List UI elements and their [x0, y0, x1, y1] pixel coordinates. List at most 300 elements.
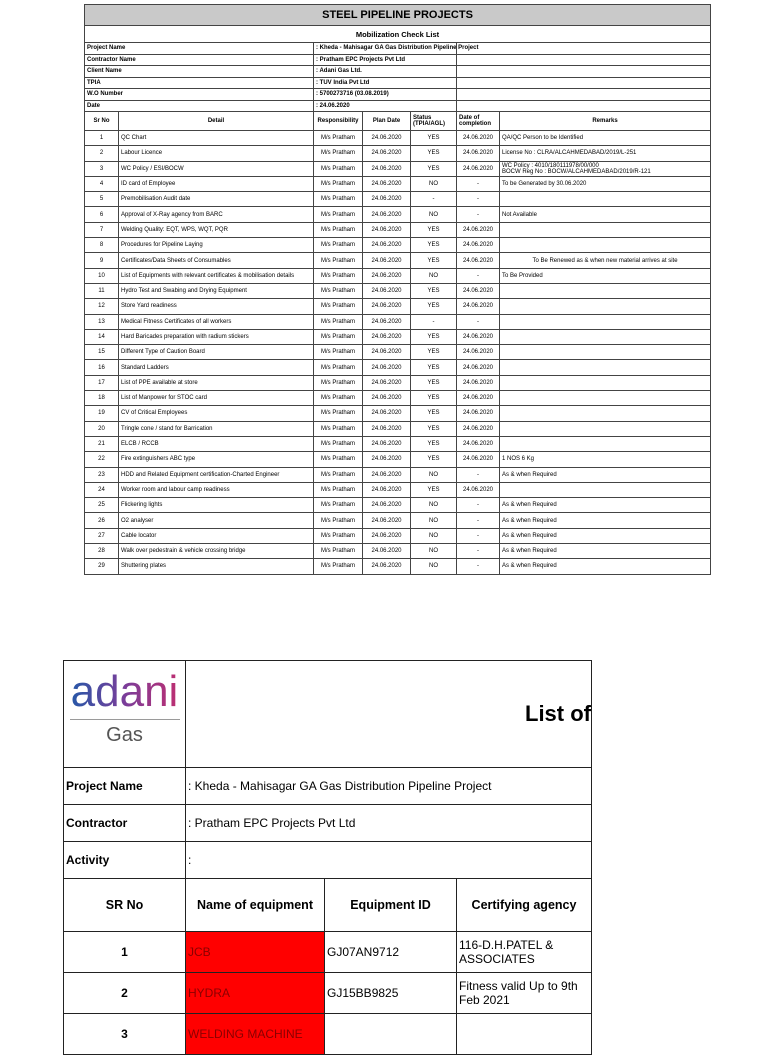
row-plan-date: 24.06.2020	[363, 192, 411, 207]
row-responsibility: M/s Pratham	[314, 391, 363, 406]
row-detail: HDD and Related Equipment certification-Charted Engineer	[119, 467, 314, 482]
row-completion: -	[457, 192, 500, 207]
info-label: Project Name	[85, 43, 314, 55]
equipment-row	[64, 1014, 592, 1055]
checklist-subtitle: Mobilization Check List	[85, 26, 711, 43]
row-detail: Labour Licence	[119, 146, 314, 161]
row-status: YES	[411, 283, 457, 298]
row-status: YES	[411, 391, 457, 406]
col-equipment-id: Equipment ID	[325, 879, 457, 932]
row-sr: 13	[85, 314, 119, 329]
row-remarks-text: Not Available	[502, 211, 537, 218]
info-value: : Adani Gas Ltd.	[314, 66, 457, 78]
row-status: -	[411, 192, 457, 207]
row-completion: -	[457, 176, 500, 191]
row-remarks-text: QA/QC Person to be Identified	[502, 135, 584, 142]
row-detail: ELCB / RCCB	[119, 436, 314, 451]
row-plan-date: 24.06.2020	[363, 283, 411, 298]
row-status: YES	[411, 345, 457, 360]
col-equipment-name: Name of equipment	[186, 879, 325, 932]
checklist-row	[85, 482, 711, 497]
row-plan-date: 24.06.2020	[363, 436, 411, 451]
equipment-name: WELDING MACHINE	[186, 1014, 325, 1055]
checklist-row	[85, 528, 711, 543]
row-plan-date: 24.06.2020	[363, 329, 411, 344]
row-responsibility: M/s Pratham	[314, 421, 363, 436]
row-plan-date: 24.06.2020	[363, 268, 411, 283]
row-remarks-text: WC Policy : 4010/180111978/00/000	[502, 162, 599, 169]
row-detail: Certificates/Data Sheets of Consumables	[119, 253, 314, 268]
row-status: YES	[411, 131, 457, 146]
row-completion: 24.06.2020	[457, 345, 500, 360]
row-responsibility: M/s Pratham	[314, 176, 363, 191]
row-detail: WC Policy / ESI/BOCW	[119, 161, 314, 176]
equipment-sr: 1	[64, 932, 186, 973]
row-plan-date: 24.06.2020	[363, 375, 411, 390]
row-sr: 11	[85, 283, 119, 298]
checklist-row	[85, 559, 711, 574]
row-completion: 24.06.2020	[457, 436, 500, 451]
row-sr: 26	[85, 513, 119, 528]
row-remarks	[500, 176, 711, 191]
row-remarks	[500, 161, 711, 176]
row-status: NO	[411, 268, 457, 283]
row-completion: 24.06.2020	[457, 421, 500, 436]
row-detail: Store Yard readiness	[119, 299, 314, 314]
row-remarks	[500, 329, 711, 344]
row-sr: 4	[85, 176, 119, 191]
checklist-row	[85, 513, 711, 528]
col-sr: Sr No	[85, 112, 119, 131]
equipment-agency	[457, 1014, 592, 1055]
row-sr: 5	[85, 192, 119, 207]
row-sr: 7	[85, 222, 119, 237]
row-remarks	[500, 482, 711, 497]
checklist-row	[85, 421, 711, 436]
equipment-info-label: Project Name	[64, 768, 186, 805]
row-completion: 24.06.2020	[457, 222, 500, 237]
logo-wordmark: adani	[66, 667, 183, 717]
checklist-row	[85, 391, 711, 406]
row-plan-date: 24.06.2020	[363, 176, 411, 191]
row-status: YES	[411, 299, 457, 314]
col-responsibility: Responsibility	[314, 112, 363, 131]
row-sr: 20	[85, 421, 119, 436]
row-sr: 29	[85, 559, 119, 574]
row-plan-date: 24.06.2020	[363, 559, 411, 574]
row-plan-date: 24.06.2020	[363, 421, 411, 436]
row-responsibility: M/s Pratham	[314, 192, 363, 207]
row-detail: Different Type of Caution Board	[119, 345, 314, 360]
row-detail: Worker room and labour camp readiness	[119, 482, 314, 497]
row-detail: CV of Critical Employees	[119, 406, 314, 421]
equipment-id: GJ15BB9825	[325, 973, 457, 1014]
row-detail: Tringle cone / stand for Barrication	[119, 421, 314, 436]
row-status: YES	[411, 253, 457, 268]
row-plan-date: 24.06.2020	[363, 299, 411, 314]
checklist-info	[85, 43, 711, 112]
checklist-row	[85, 283, 711, 298]
row-remarks-text-2: BOCW Reg No : BOCW/ALCAHMEDABAD/2019/R-121	[502, 168, 651, 175]
row-detail: Hard Baricades preparation with radium stickers	[119, 329, 314, 344]
row-detail: List of PPE available at store	[119, 375, 314, 390]
row-detail: Welding Quality: EQT, WPS, WQT, PQR	[119, 222, 314, 237]
row-detail: QC Chart	[119, 131, 314, 146]
checklist-row	[85, 131, 711, 146]
row-sr: 10	[85, 268, 119, 283]
info-value: : Kheda - Mahisagar GA Gas Distribution Pipeline Project	[314, 43, 457, 55]
checklist-row	[85, 345, 711, 360]
row-completion: 24.06.2020	[457, 482, 500, 497]
checklist-header-row	[85, 112, 711, 131]
col-remarks: Remarks	[500, 112, 711, 131]
info-label: Contractor Name	[85, 54, 314, 66]
row-sr: 22	[85, 452, 119, 467]
checklist-row	[85, 238, 711, 253]
row-completion: -	[457, 513, 500, 528]
row-responsibility: M/s Pratham	[314, 314, 363, 329]
row-status: YES	[411, 329, 457, 344]
row-remarks-text: To Be Provided	[502, 272, 543, 279]
info-value: : Pratham EPC Projects Pvt Ltd	[314, 54, 457, 66]
row-status: YES	[411, 406, 457, 421]
row-detail: ID card of Employee	[119, 176, 314, 191]
row-plan-date: 24.06.2020	[363, 207, 411, 222]
equipment-info-row	[64, 768, 592, 805]
info-blank	[457, 89, 711, 101]
row-responsibility: M/s Pratham	[314, 482, 363, 497]
row-responsibility: M/s Pratham	[314, 360, 363, 375]
row-responsibility: M/s Pratham	[314, 146, 363, 161]
equipment-header-row	[64, 879, 592, 932]
row-status: NO	[411, 498, 457, 513]
info-label: TPIA	[85, 77, 314, 89]
row-status: NO	[411, 176, 457, 191]
row-responsibility: M/s Pratham	[314, 131, 363, 146]
info-row	[85, 66, 711, 78]
row-status: YES	[411, 452, 457, 467]
row-responsibility: M/s Pratham	[314, 329, 363, 344]
row-completion: 24.06.2020	[457, 406, 500, 421]
row-status: NO	[411, 207, 457, 222]
row-remarks	[500, 544, 711, 559]
row-status: NO	[411, 544, 457, 559]
row-plan-date: 24.06.2020	[363, 391, 411, 406]
row-remarks	[500, 467, 711, 482]
row-remarks	[500, 299, 711, 314]
equipment-agency: Fitness valid Up to 9th Feb 2021	[457, 973, 592, 1014]
row-plan-date: 24.06.2020	[363, 544, 411, 559]
row-sr: 1	[85, 131, 119, 146]
row-sr: 27	[85, 528, 119, 543]
row-plan-date: 24.06.2020	[363, 253, 411, 268]
row-sr: 9	[85, 253, 119, 268]
row-completion: 24.06.2020	[457, 283, 500, 298]
row-responsibility: M/s Pratham	[314, 161, 363, 176]
equipment-row	[64, 932, 592, 973]
checklist-row	[85, 360, 711, 375]
row-responsibility: M/s Pratham	[314, 222, 363, 237]
row-plan-date: 24.06.2020	[363, 467, 411, 482]
equipment-rows	[64, 932, 592, 1055]
row-completion: -	[457, 498, 500, 513]
info-blank	[457, 100, 711, 112]
row-detail: Premobilisation Audit date	[119, 192, 314, 207]
row-plan-date: 24.06.2020	[363, 452, 411, 467]
row-status: NO	[411, 528, 457, 543]
row-responsibility: M/s Pratham	[314, 207, 363, 222]
row-remarks	[500, 146, 711, 161]
equipment-row	[64, 973, 592, 1014]
row-remarks	[500, 131, 711, 146]
row-completion: 24.06.2020	[457, 452, 500, 467]
row-completion: -	[457, 467, 500, 482]
row-status: NO	[411, 467, 457, 482]
row-responsibility: M/s Pratham	[314, 467, 363, 482]
row-plan-date: 24.06.2020	[363, 161, 411, 176]
row-remarks-text: To be Generated by 30.06.2020	[502, 181, 587, 188]
row-completion: 24.06.2020	[457, 299, 500, 314]
checklist-row	[85, 329, 711, 344]
row-remarks-text: As & when Required	[502, 471, 557, 478]
row-plan-date: 24.06.2020	[363, 528, 411, 543]
info-blank	[457, 43, 711, 55]
col-certifying-agency: Certifying agency	[457, 879, 592, 932]
row-completion: 24.06.2020	[457, 329, 500, 344]
row-detail: Medical Fitness Certificates of all workers	[119, 314, 314, 329]
row-status: -	[411, 314, 457, 329]
row-completion: -	[457, 528, 500, 543]
row-sr: 14	[85, 329, 119, 344]
equipment-id	[325, 1014, 457, 1055]
info-row	[85, 54, 711, 66]
row-responsibility: M/s Pratham	[314, 452, 363, 467]
row-status: YES	[411, 375, 457, 390]
row-status: YES	[411, 421, 457, 436]
info-blank	[457, 54, 711, 66]
equipment-info-value: : Kheda - Mahisagar GA Gas Distribution Pipeline Project	[186, 768, 592, 805]
checklist-row	[85, 467, 711, 482]
row-sr: 28	[85, 544, 119, 559]
row-completion: -	[457, 268, 500, 283]
row-detail: Procedures for Pipeline Laying	[119, 238, 314, 253]
row-responsibility: M/s Pratham	[314, 436, 363, 451]
checklist-row	[85, 146, 711, 161]
logo-divider	[70, 719, 180, 720]
info-blank	[457, 77, 711, 89]
row-status: YES	[411, 360, 457, 375]
row-responsibility: M/s Pratham	[314, 238, 363, 253]
row-detail: O2 analyser	[119, 513, 314, 528]
row-responsibility: M/s Pratham	[314, 513, 363, 528]
row-completion: 24.06.2020	[457, 238, 500, 253]
row-remarks	[500, 436, 711, 451]
col-completion: Date of completion	[457, 112, 500, 131]
row-remarks	[500, 238, 711, 253]
row-responsibility: M/s Pratham	[314, 559, 363, 574]
info-value: : 24.06.2020	[314, 100, 457, 112]
row-plan-date: 24.06.2020	[363, 314, 411, 329]
info-row	[85, 89, 711, 101]
row-remarks	[500, 207, 711, 222]
row-responsibility: M/s Pratham	[314, 253, 363, 268]
row-status: NO	[411, 513, 457, 528]
row-remarks	[500, 253, 711, 268]
equipment-agency: 116-D.H.PATEL & ASSOCIATES	[457, 932, 592, 973]
row-plan-date: 24.06.2020	[363, 222, 411, 237]
info-label: Client Name	[85, 66, 314, 78]
row-completion: -	[457, 544, 500, 559]
row-remarks-text: As & when Required	[502, 563, 557, 570]
checklist-row	[85, 161, 711, 176]
equipment-info-row	[64, 805, 592, 842]
row-status: YES	[411, 146, 457, 161]
row-detail: Hydro Test and Swabing and Drying Equipment	[119, 283, 314, 298]
row-detail: List of Manpower for STOC card	[119, 391, 314, 406]
row-completion: 24.06.2020	[457, 253, 500, 268]
row-remarks	[500, 391, 711, 406]
row-plan-date: 24.06.2020	[363, 360, 411, 375]
col-detail: Detail	[119, 112, 314, 131]
info-row	[85, 100, 711, 112]
row-remarks	[500, 498, 711, 513]
row-remarks-text: 1 NOS 6 Kg	[502, 456, 535, 463]
row-remarks-text: As & when Required	[502, 517, 557, 524]
row-sr: 12	[85, 299, 119, 314]
checklist-row	[85, 544, 711, 559]
row-detail: Approval of X-Ray agency from BARC	[119, 207, 314, 222]
row-remarks	[500, 283, 711, 298]
row-remarks	[500, 345, 711, 360]
equipment-info-row	[64, 842, 592, 879]
info-row	[85, 77, 711, 89]
row-remarks	[500, 421, 711, 436]
equipment-info-value: : Pratham EPC Projects Pvt Ltd	[186, 805, 592, 842]
row-status: YES	[411, 436, 457, 451]
col-plan-date: Plan Date	[363, 112, 411, 131]
row-plan-date: 24.06.2020	[363, 238, 411, 253]
info-label: Date	[85, 100, 314, 112]
row-remarks-text: License No : CLRA/ALCAHMEDABAD/2019/L-251	[502, 150, 637, 157]
row-plan-date: 24.06.2020	[363, 513, 411, 528]
row-remarks-text: As & when Required	[502, 532, 557, 539]
checklist-row	[85, 375, 711, 390]
row-remarks	[500, 222, 711, 237]
info-value: : 5700273716 (03.08.2019)	[314, 89, 457, 101]
row-completion: 24.06.2020	[457, 375, 500, 390]
row-completion: 24.06.2020	[457, 360, 500, 375]
row-detail: Shuttering plates	[119, 559, 314, 574]
row-plan-date: 24.06.2020	[363, 498, 411, 513]
info-row	[85, 43, 711, 55]
row-status: NO	[411, 559, 457, 574]
row-remarks	[500, 528, 711, 543]
equipment-info-label: Activity	[64, 842, 186, 879]
checklist-row	[85, 314, 711, 329]
equipment-info-label: Contractor	[64, 805, 186, 842]
row-detail: Cable locator	[119, 528, 314, 543]
row-remarks	[500, 314, 711, 329]
info-label: W.O Number	[85, 89, 314, 101]
col-status: Status (TPIA/AGL)	[411, 112, 457, 131]
row-plan-date: 24.06.2020	[363, 345, 411, 360]
row-remarks	[500, 452, 711, 467]
row-plan-date: 24.06.2020	[363, 482, 411, 497]
equipment-name: JCB	[186, 932, 325, 973]
checklist-rows	[85, 131, 711, 575]
row-sr: 8	[85, 238, 119, 253]
row-status: YES	[411, 222, 457, 237]
row-sr: 19	[85, 406, 119, 421]
row-remarks-text: To Be Renewed as & when new material arrives at site	[532, 257, 678, 264]
row-responsibility: M/s Pratham	[314, 375, 363, 390]
row-sr: 16	[85, 360, 119, 375]
row-completion: -	[457, 314, 500, 329]
checklist-row	[85, 176, 711, 191]
checklist-row	[85, 192, 711, 207]
row-remarks-text: As & when Required	[502, 548, 557, 555]
row-detail: Fire extinguishers ABC type	[119, 452, 314, 467]
row-sr: 15	[85, 345, 119, 360]
equipment-name: HYDRA	[186, 973, 325, 1014]
row-sr: 23	[85, 467, 119, 482]
info-value: : TUV India Pvt Ltd	[314, 77, 457, 89]
row-responsibility: M/s Pratham	[314, 544, 363, 559]
row-remarks	[500, 559, 711, 574]
row-responsibility: M/s Pratham	[314, 268, 363, 283]
row-completion: -	[457, 559, 500, 574]
row-responsibility: M/s Pratham	[314, 299, 363, 314]
row-detail: Walk over pedestrain & vehicle crossing bridge	[119, 544, 314, 559]
checklist-row	[85, 406, 711, 421]
row-plan-date: 24.06.2020	[363, 131, 411, 146]
checklist-row	[85, 436, 711, 451]
equipment-id: GJ07AN9712	[325, 932, 457, 973]
checklist-row	[85, 253, 711, 268]
col-sr-no: SR No	[64, 879, 186, 932]
row-responsibility: M/s Pratham	[314, 406, 363, 421]
adani-gas-logo	[64, 661, 186, 768]
row-remarks	[500, 406, 711, 421]
logo-gas-label: Gas	[106, 724, 143, 746]
checklist-row	[85, 222, 711, 237]
row-sr: 18	[85, 391, 119, 406]
equipment-sr: 3	[64, 1014, 186, 1055]
info-blank	[457, 66, 711, 78]
row-status: YES	[411, 238, 457, 253]
row-sr: 6	[85, 207, 119, 222]
row-remarks-text: As & when Required	[502, 502, 557, 509]
row-status: YES	[411, 161, 457, 176]
row-sr: 24	[85, 482, 119, 497]
row-detail: Flickering lights	[119, 498, 314, 513]
row-responsibility: M/s Pratham	[314, 283, 363, 298]
row-remarks	[500, 375, 711, 390]
row-completion: 24.06.2020	[457, 391, 500, 406]
row-sr: 17	[85, 375, 119, 390]
equipment-sheet-title: List of	[186, 661, 592, 768]
mobilization-checklist-table	[84, 4, 711, 575]
row-completion: 24.06.2020	[457, 131, 500, 146]
equipment-list-table	[63, 660, 592, 1055]
row-completion: 24.06.2020	[457, 146, 500, 161]
row-completion: -	[457, 207, 500, 222]
row-responsibility: M/s Pratham	[314, 498, 363, 513]
row-remarks	[500, 513, 711, 528]
row-remarks	[500, 360, 711, 375]
row-sr: 3	[85, 161, 119, 176]
row-completion: 24.06.2020	[457, 161, 500, 176]
